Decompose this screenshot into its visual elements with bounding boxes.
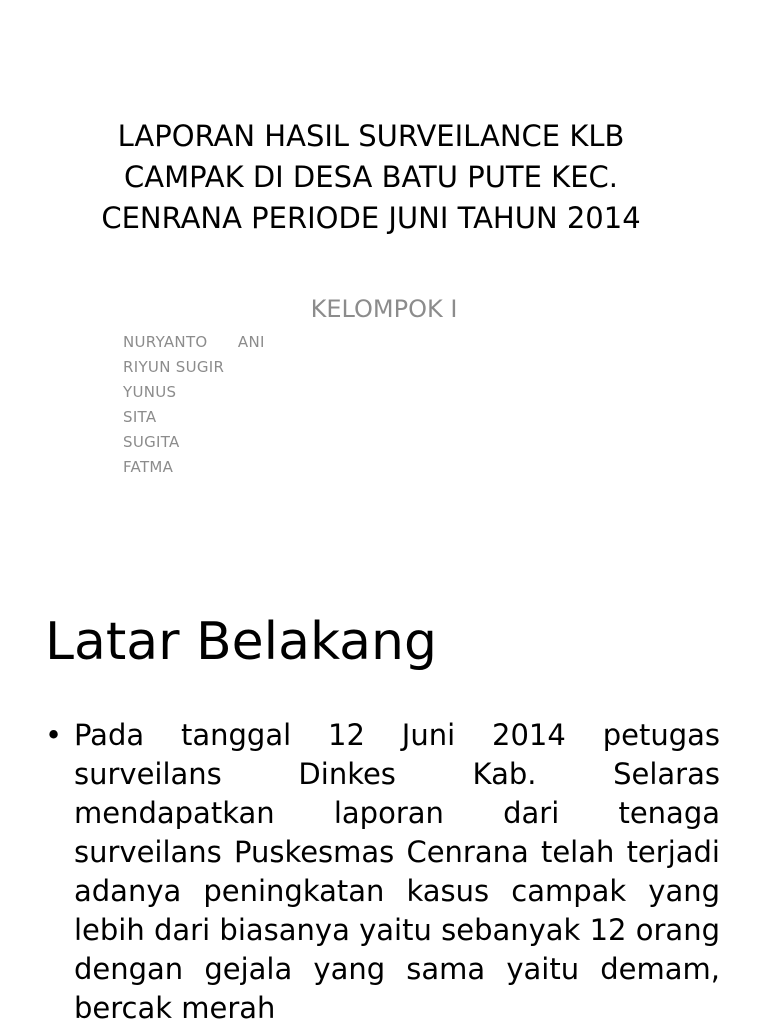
member-name: SUGITA <box>123 433 180 451</box>
report-title-line: LAPORAN HASIL SURVEILANCE KLB <box>117 119 625 153</box>
bullet-text: Pada tanggal 12 Juni 2014 petugas surveilans Dinkes Kab. Selaras mendapatkan laporan dari tenaga surveilans Puskesmas Cenrana telah terjadi adanya peningkatan kasus campak yang lebih dari biasanya yaitu sebanyak 12 orang dengan gejala yang sama yaitu demam, bercak merah <box>74 718 720 1024</box>
section-heading: Latar Belakang <box>45 612 438 672</box>
member-name: SITA <box>123 408 157 426</box>
member-list <box>123 330 265 480</box>
bullet-icon: • <box>45 718 63 752</box>
bullet-item <box>45 716 720 1024</box>
report-title <box>40 116 702 239</box>
background-slide <box>0 576 768 1024</box>
member-name: RIYUN SUGIR <box>123 358 225 376</box>
member-name: NURYANTO ANI <box>123 333 265 351</box>
bullet-list <box>45 716 720 1024</box>
member-name: FATMA <box>123 458 174 476</box>
member-name: YUNUS <box>123 383 177 401</box>
report-title-line: CAMPAK DI DESA BATU PUTE KEC. <box>124 160 618 194</box>
group-subtitle: KELOMPOK I <box>310 295 458 323</box>
report-title-line: CENRANA PERIODE JUNI TAHUN 2014 <box>101 201 641 235</box>
